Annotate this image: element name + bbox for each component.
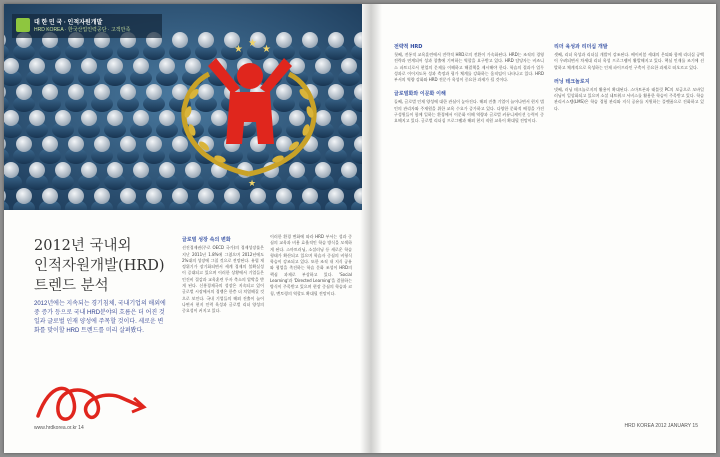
crowd-figure-head (185, 162, 201, 178)
crowd-figure-head (120, 136, 136, 152)
footer-left: www.hrdkorea.or.kr 14 (34, 425, 84, 431)
crowd-figure-head (289, 162, 305, 178)
crowd-figure-head (107, 162, 123, 178)
title-line-1: 2012년 국내외 (34, 238, 132, 254)
crowd-figure-head (198, 188, 214, 204)
crowd-figure-head (198, 84, 214, 100)
crowd-figure-head (172, 32, 188, 48)
crowd-figure-head (68, 84, 84, 100)
crowd-figure-head (159, 162, 175, 178)
body-text: 둘째, 글로벌 인재 양성에 대한 관심이 높아진다. 해외 진출 기업이 늘어나면서 현지 법인의 관리자와 주재원을 위한 교육 수요가 증가하고 있다. 다양한 문화적 배경을 가진 구성원들이 함께 일하는 환경에서 이문화 이해 역량과 글로벌 커뮤니케이션 능력이 중요해지고 있다. 글로벌 리더십 프로그램과 해외 현지 직원 교육이 확대될 전망이다. (394, 99, 544, 124)
crowd-figure-head (107, 110, 123, 126)
crowd-figure-head (42, 188, 58, 204)
svg-text:★: ★ (248, 179, 257, 189)
crowd-figure-head (302, 32, 318, 48)
crowd-figure-head (81, 162, 97, 178)
crowd-figure-head (315, 110, 331, 126)
crowd-figure-head (224, 188, 240, 204)
crowd-figure-head (302, 188, 318, 204)
brand-header (12, 14, 162, 38)
body-text: 넷째, 러닝 테크놀로지의 활용이 확대된다. 스마트폰과 태블릿 PC의 보급으로 모바일 러닝이 일상화되고 있으며 소셜 네트워크 서비스를 활용한 학습이 주목받고 있다. 학습관리시스템(LMS)은 학습 경험 관리와 지식 공유를 지원하는 플랫폼으로 진화하고 있다. (554, 87, 704, 111)
crowd-figure-head (16, 84, 32, 100)
section-heading: 글로벌 성장 속의 변화 (182, 237, 231, 243)
brand-subtitle: HRD KOREA · 한국산업인력공단 · 고객만족 (34, 27, 131, 33)
right-column-1 (394, 40, 544, 124)
crowd-figure-head (328, 136, 344, 152)
crowd-figure-head (133, 162, 149, 178)
crowd-figure-head (55, 162, 71, 178)
crowd-figure-head (94, 188, 110, 204)
footer-right: HRD KOREA 2012 JANUARY 15 (624, 423, 698, 429)
crowd-figure-head (146, 84, 162, 100)
crowd-figure-head (315, 58, 331, 74)
crowd-figure-head (68, 188, 84, 204)
crowd-figure-head (55, 58, 71, 74)
crowd-figure-head (16, 188, 32, 204)
crowd-figure-head (172, 188, 188, 204)
magazine-spread (4, 4, 716, 453)
crowd-figure-head (341, 110, 357, 126)
left-column-2 (270, 234, 352, 297)
left-column-1 (182, 234, 264, 315)
right-page (382, 4, 716, 453)
crowd-figure-head (120, 188, 136, 204)
crowd-figure-head (276, 32, 292, 48)
crowd-figure-head (289, 110, 305, 126)
crowd-figure-head (315, 162, 331, 178)
crowd-figure-head (55, 110, 71, 126)
crowd-figure-head (328, 84, 344, 100)
crowd-figure-head (198, 32, 214, 48)
crowd-figure-head (250, 188, 266, 204)
crowd-figure-head (159, 58, 175, 74)
article-lead: 2012년에는 지속되는 경기침체, 국내기업의 해외에 중 증가 등으로 국내 HRD분야의 흐름은 더 어진 것 일과 글로벌 인재 양성에 주목할 것이다. 세로운 변화를 맞이할 HRD 트렌드를 미리 살펴봤다. (34, 301, 166, 334)
crowd-figure-head (107, 58, 123, 74)
crowd-figure-head (328, 188, 344, 204)
crowd-figure-head (276, 188, 292, 204)
crowd-figure-head (276, 84, 292, 100)
crowd-figure-head (29, 58, 45, 74)
crowd-figure-head (172, 136, 188, 152)
section-heading: 전략적 HRD (394, 44, 423, 50)
crowd-figure-head (133, 110, 149, 126)
brand-name: 대 한 민 국 · 인적자원개발 (34, 20, 103, 26)
left-page (4, 4, 362, 453)
body-text: 셋째, 리더 육성과 리더십 개발이 강조된다. 베이비붐 세대의 은퇴와 함께 리더십 공백이 우려되면서 차세대 리더 육성 프로그램이 활발해지고 있다. 핵심 인재를 조기에 선발하고 체계적으로 육성하는 인재 파이프라인 구축이 중요한 과제로 떠오르고 있다. (554, 52, 704, 70)
crowd-figure-head (29, 110, 45, 126)
crowd-figure-head (68, 136, 84, 152)
crowd-figure-head (94, 84, 110, 100)
crowd-figure-head (211, 110, 227, 126)
crowd-figure-head (42, 84, 58, 100)
section-heading: 러닝 테크놀로지 (554, 78, 590, 85)
crowd-figure-head (29, 162, 45, 178)
body-text: 첫째, 전통적 교육훈련에서 전략적 HRD로의 전환이 가속화된다. HRD는 조직의 경영전략과 연계되어 성과 창출에 기여하는 역할을 요구받고 있다. HRD 담당자는 비즈니스 파트너로서 현업의 문제를 이해하고 해결책을 제시해야 한다. 학습의 결과가 업무 성과로 이어지도록 성과 측정과 평가 체계를 강화하는 움직임이 나타나고 있다. HRD 부서의 역량 강화와 HRD 전문가 육성이 중요한 과제가 될 것이다. (394, 52, 544, 83)
crowd-figure-head (146, 188, 162, 204)
section-heading: 리더 육성과 리더십 개발 (554, 44, 608, 50)
crowd-figure-head (16, 136, 32, 152)
crowd-figure-head (328, 32, 344, 48)
svg-text:★: ★ (248, 38, 257, 49)
crowd-figure-head (341, 58, 357, 74)
cover-illustration (4, 4, 362, 210)
body-text: 이러한 환경 변화에 따라 HRD 부서는 성과 중심의 교육과 비용 효율적인 학습 방식을 모색하게 된다. 스마트러닝, 소셜러닝 등 새로운 학습 형태가 확산되고 있으며 학습자 중심의 비형식 학습이 강조되고 있다. 또한 조직 내 지식 공유와 협업을 촉진하는 학습 문화 조성이 HRD의 핵심 과제로 부상하고 있다. 'Social Learning'과 'Directed Learning'을 결합하는 방식이 주목받고 있으며 현장 중심의 학습과 코칭, 멘토링의 역할도 확대될 전망이다. (270, 234, 353, 296)
title-line-3: 트렌드 분석 (34, 278, 109, 294)
crowd-figure-head (42, 136, 58, 152)
crowd-figure-head (159, 110, 175, 126)
svg-text:★: ★ (262, 44, 271, 55)
crowd-figure-head (94, 136, 110, 152)
crowd-figure-head (120, 84, 136, 100)
crowd-figure-head (81, 58, 97, 74)
article-title (34, 236, 184, 296)
crowd-figure-head (133, 58, 149, 74)
crowd-figure-head (341, 162, 357, 178)
body-text: 선진경제권(주로 OECD 국가)의 경제성장률은 지난 2011년 1.8%에 그쳤으며 2012년에도 2%대의 성장에 그칠 것으로 전망된다. 유럽 재정위기가 장기화되면서 세계 경제의 불확실성이 증대되고 있으며 이러한 상황에서 기업들은 인건비 절감과 교육훈련 투자 축소의 압박을 받게 된다. 신흥경제국의 성장은 지속되고 있어 글로벌 시장에서의 경쟁은 한층 더 치열해질 것으로 보인다. 국내 기업들의 해외 진출이 늘어나면서 현지 인력 육성과 글로벌 리더 양성의 중요성이 커지고 있다. (182, 245, 264, 314)
crowd-figure-head (185, 58, 201, 74)
leaf-logo-icon (16, 18, 30, 32)
page-gutter (360, 4, 382, 453)
title-line-2: 인적자원개발(HRD) (34, 258, 165, 274)
crowd-figure-head (146, 136, 162, 152)
svg-text:★: ★ (234, 44, 243, 55)
crowd-figure-head (81, 110, 97, 126)
red-swirl-icon (30, 372, 150, 432)
right-column-2 (554, 40, 704, 112)
section-heading: 글로벌화와 이문화 이해 (394, 91, 446, 98)
left-body (4, 210, 362, 453)
